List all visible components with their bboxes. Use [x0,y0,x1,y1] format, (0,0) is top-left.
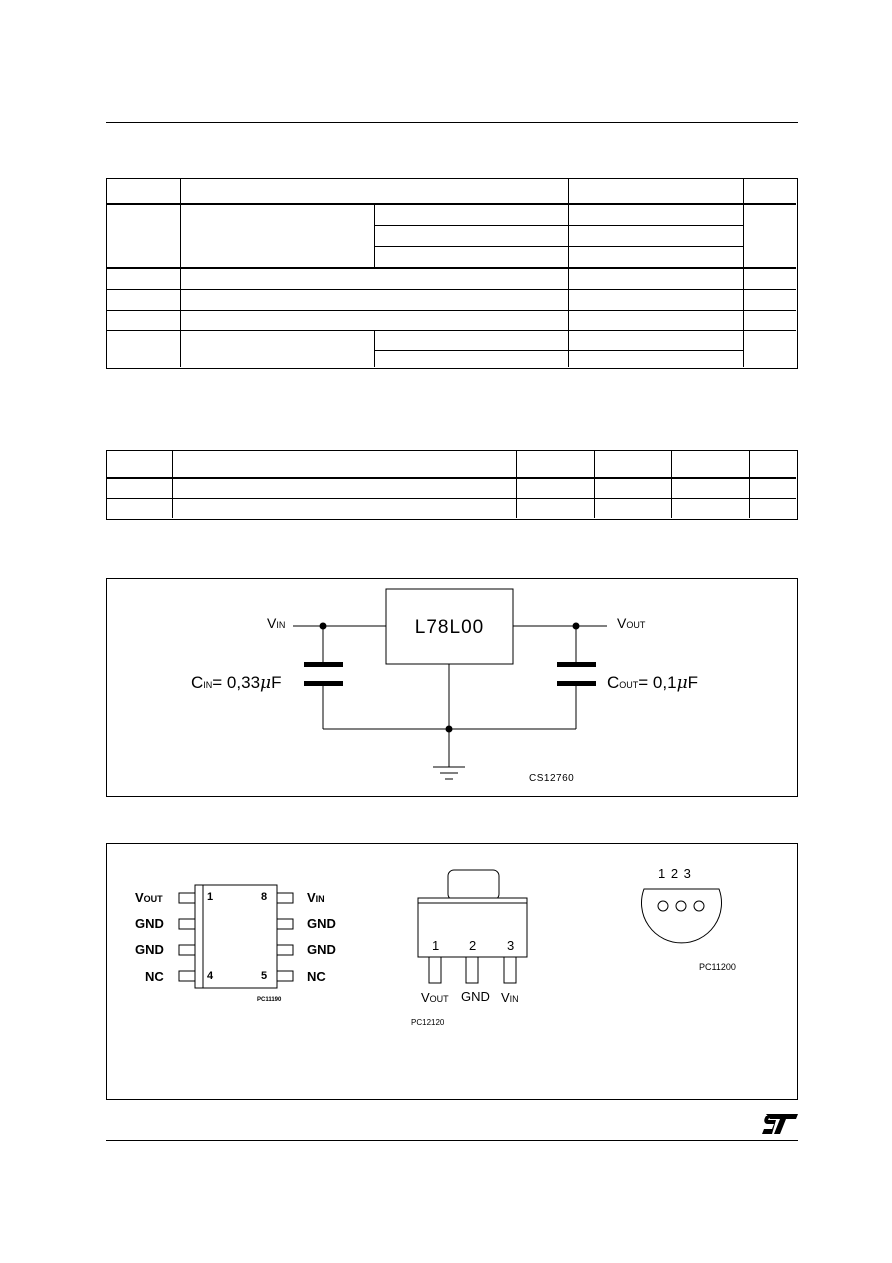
to92-pin-numbers: 1 2 3 [658,866,692,881]
so8-pin-3 [179,945,195,955]
header-rule [106,122,798,123]
so8-label-pin3: GND [135,942,164,957]
sot89-code: PC12120 [411,1018,445,1027]
so8-code: PC11190 [257,997,282,1003]
ic-label: L78L00 [414,617,485,638]
so8-pin-6 [277,945,293,955]
so8-pin-5 [277,971,293,981]
sot89-lead-3 [504,957,516,983]
svg-text:ST: ST [760,1112,762,1113]
so8-pin-8 [277,893,293,903]
st-logo [760,1112,800,1136]
sot89-label-gnd: GND [461,989,490,1004]
so8-pin-4 [179,971,195,981]
so8-pin-number-5: 5 [261,970,268,982]
so8-label-pin8: VIN [307,890,325,905]
application-circuit-figure [106,578,798,797]
sot89-lead-2 [466,957,478,983]
st-logo-icon [760,1112,800,1136]
cout-label: COUT= 0,1μF [607,673,699,693]
cin-plate-top [304,662,343,667]
so8-pin-number-8: 8 [261,891,268,903]
table-absolute-ratings [106,178,798,369]
pin-connection-figure [106,843,798,1100]
to92-lead-1 [658,901,668,911]
so8-pin-2 [179,919,195,929]
cin-plate-bottom [304,681,343,686]
to92-body [642,889,722,943]
footer-rule [106,1140,798,1141]
cout-plate-bottom [557,681,596,686]
sot89-tab [448,870,499,900]
to92-code: PC11200 [699,962,736,972]
so8-label-pin6: GND [307,942,336,957]
sot89-pin-number-1: 1 [432,938,440,953]
so8-label-pin2: GND [135,916,164,931]
sot89-label-vin: VIN [501,990,519,1005]
figure-code: CS12760 [529,773,575,784]
vout-label: VOUT [617,615,646,631]
to92-lead-2 [676,901,686,911]
so8-pin-1 [179,893,195,903]
sot89-pin-number-3: 3 [507,938,515,953]
table-thermal-data [106,450,798,520]
so8-pin-number-4: 4 [207,970,214,982]
cin-label: CIN= 0,33μF [191,673,282,693]
sot89-label-vout: VOUT [421,990,449,1005]
so8-label-pin5: NC [307,969,326,984]
ground-node [446,726,453,733]
to92-lead-3 [694,901,704,911]
cout-plate-top [557,662,596,667]
so8-pin-7 [277,919,293,929]
so8-label-pin4: NC [145,969,164,984]
sot89-lead-1 [429,957,441,983]
sot89-pin-number-2: 2 [469,938,477,953]
so8-label-pin7: GND [307,916,336,931]
vin-label: VIN [267,615,286,631]
so8-label-pin1: VOUT [135,890,163,905]
so8-pin-number-1: 1 [207,891,214,903]
